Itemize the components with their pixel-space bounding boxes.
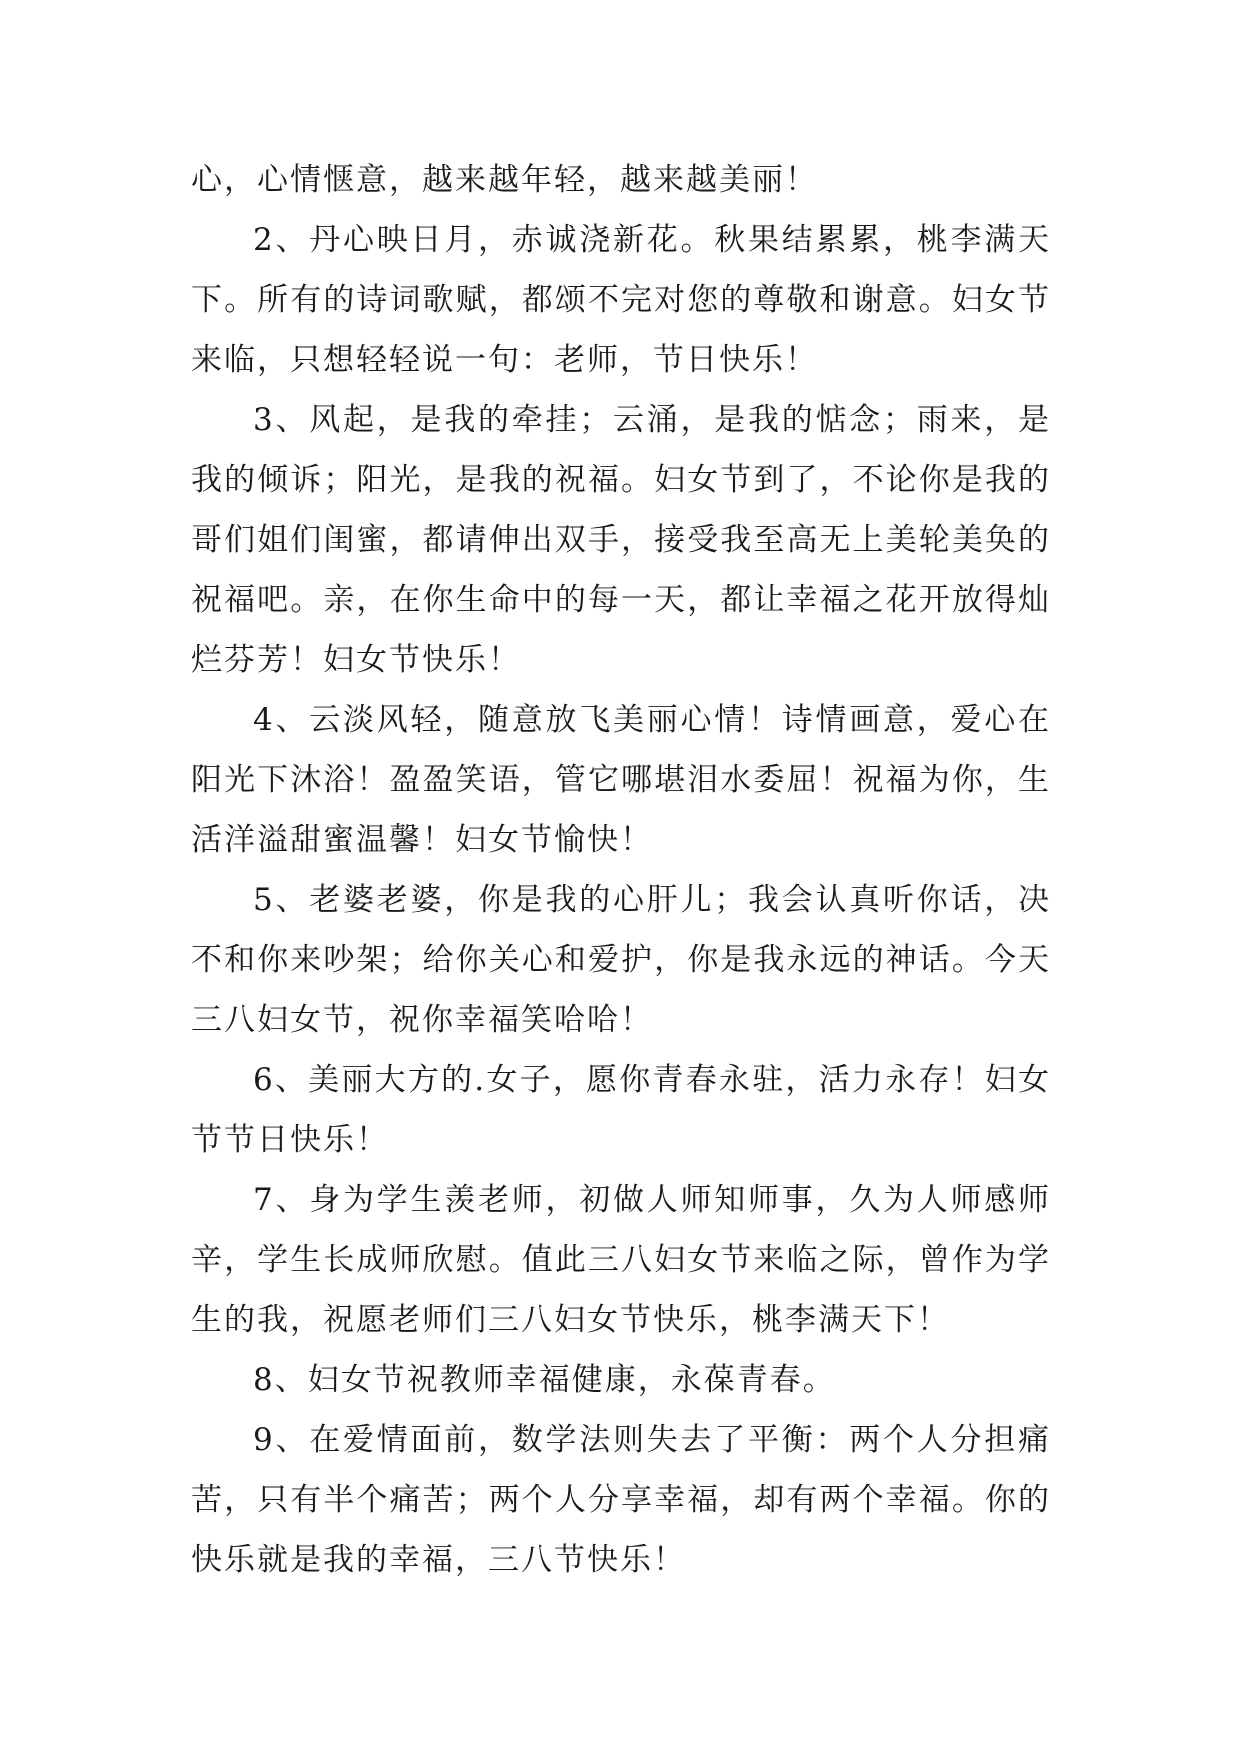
paragraph-3: 3、风起，是我的牵挂；云涌，是我的惦念；雨来，是我的倾诉；阳光，是我的祝福。妇女节到了，不论你是我的哥们姐们闺蜜，都请伸出双手，接受我至高无上美轮美奂的祝福吧。亲，在你生命中的每一天，都让幸福之花开放得灿烂芬芳！妇女节快乐！ bbox=[191, 402, 1051, 678]
paragraph-4: 4、云淡风轻，随意放飞美丽心情！诗情画意，爱心在阳光下沐浴！盈盈笑语，管它哪堪泪水委屈！祝福为你，生活洋溢甜蜜温馨！妇女节愉快！ bbox=[191, 702, 1051, 858]
paragraph-8: 8、妇女节祝教师幸福健康，永葆青春。 bbox=[253, 1362, 836, 1398]
paragraph-6: 6、美丽大方的.女子，愿你青春永驻，活力永存！妇女节节日快乐！ bbox=[191, 1062, 1051, 1158]
paragraph-9: 9、在爱情面前，数学法则失去了平衡：两个人分担痛苦，只有半个痛苦；两个人分享幸福，却有两个幸福。你的快乐就是我的幸福，三八节快乐！ bbox=[191, 1422, 1051, 1578]
paragraph-7: 7、身为学生羡老师，初做人师知师事，久为人师感师辛，学生长成师欣慰。值此三八妇女节来临之际，曾作为学生的我，祝愿老师们三八妇女节快乐，桃李满天下！ bbox=[191, 1182, 1051, 1338]
paragraph-2: 2、丹心映日月，赤诚浇新花。秋果结累累，桃李满天下。所有的诗词歌赋，都颂不完对您的尊敬和谢意。妇女节来临，只想轻轻说一句：老师，节日快乐！ bbox=[191, 222, 1051, 378]
paragraph-5: 5、老婆老婆，你是我的心肝儿；我会认真听你话，决不和你来吵架；给你关心和爱护，你是我永远的神话。今天三八妇女节，祝你幸福笑哈哈！ bbox=[191, 882, 1051, 1038]
paragraph-continuation: 心，心情惬意，越来越年轻，越来越美丽！ bbox=[191, 162, 818, 198]
document-body bbox=[191, 150, 1051, 1590]
